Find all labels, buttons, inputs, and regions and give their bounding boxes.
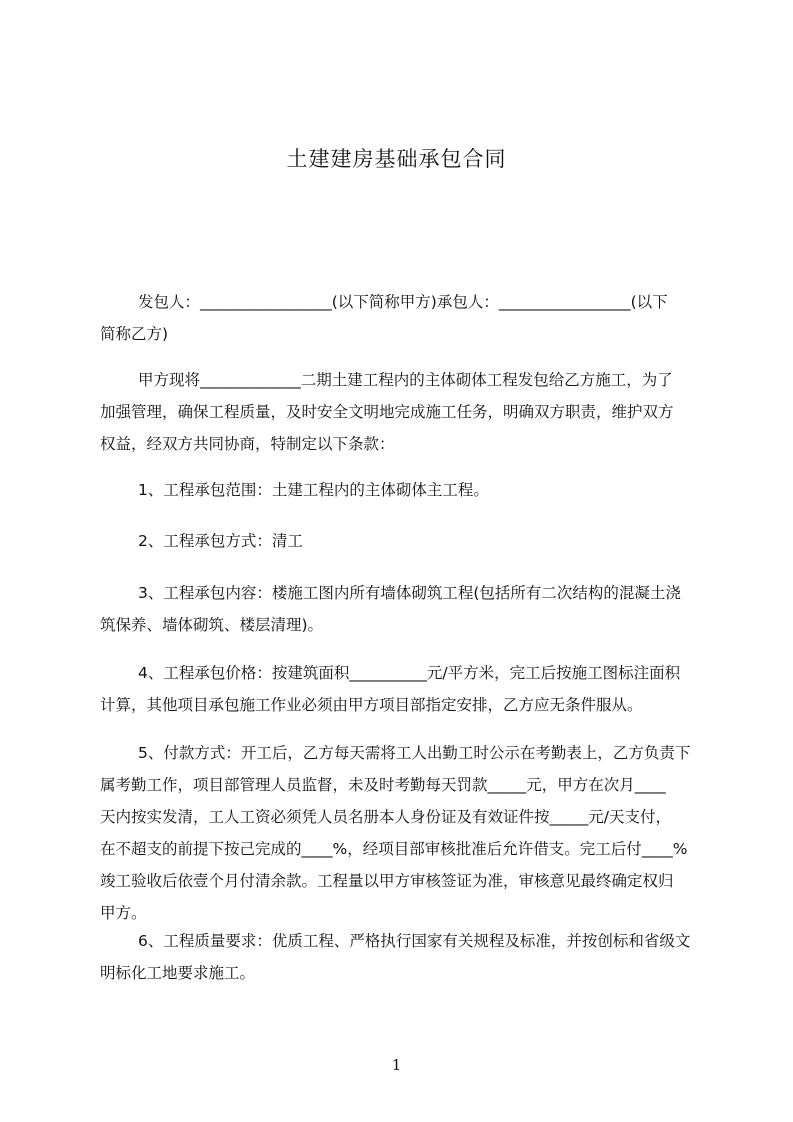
clause-6-paragraph — [100, 925, 700, 989]
paragraph-line: 明标化工地要求施工。 — [100, 964, 256, 982]
parties-paragraph — [100, 286, 700, 350]
paragraph-line: 甲方现将_____________二期土建工程内的主体砌体工程发包给乙方施工，为了 — [138, 371, 673, 389]
paragraph-line: 属考勤工作，项目部管理人员监督，未及时考勤每天罚款_____元，甲方在次月____ — [100, 776, 666, 794]
document-title: 土建建房基础承包合同 — [286, 147, 507, 171]
paragraph-line: 发包人：_________________(以下简称甲方)承包人：_________________(以下 — [138, 293, 668, 311]
clause-1-paragraph — [100, 474, 700, 506]
paragraph-line: 3、工程承包内容：楼施工图内所有墙体砌筑工程(包括所有二次结构的混凝土浇 — [138, 584, 681, 602]
paragraph-line: 甲方。 — [100, 904, 147, 922]
clause-2-paragraph — [100, 525, 700, 557]
paragraph-line: 1、工程承包范围：土建工程内的主体砌体主工程。 — [138, 481, 489, 499]
clause-3-paragraph — [100, 577, 700, 641]
paragraph-line: 2、工程承包方式：清工 — [138, 532, 303, 550]
paragraph-line: 简称乙方) — [100, 325, 169, 343]
paragraph-line: 6、工程质量要求：优质工程、严格执行国家有关规程及标准，并按创标和省级文 — [138, 932, 691, 950]
clause-5-paragraph — [100, 737, 700, 929]
paragraph-line: 竣工验收后依壹个月付清余款。工程量以甲方审核签证为准，审核意见最终确定权归 — [100, 872, 674, 890]
paragraph-line: 4、工程承包价格：按建筑面积__________元/平方米，完工后按施工图标注面积 — [138, 664, 681, 682]
clause-4-paragraph — [100, 657, 700, 721]
paragraph-line: 天内按实发清，工人工资必须凭人员名册本人身份证及有效证件按_____元/天支付， — [100, 808, 671, 826]
paragraph-line: 5、付款方式：开工后，乙方每天需将工人出勤工时公示在考勤表上，乙方负责下 — [138, 744, 691, 762]
page-number: 1 — [391, 1056, 402, 1074]
preamble-paragraph — [100, 364, 700, 460]
paragraph-line: 权益，经双方共同协商，特制定以下条款： — [100, 435, 395, 453]
paragraph-line: 加强管理，确保工程质量，及时安全文明地完成施工任务，明确双方职责，维护双方 — [100, 403, 674, 421]
paragraph-line: 筑保养、墙体砌筑、楼层清理)。 — [100, 616, 324, 634]
paragraph-line: 计算，其他项目承包施工作业必须由甲方项目部指定安排，乙方应无条件服从。 — [100, 696, 643, 714]
paragraph-line: 在不超支的前提下按己完成的____%，经项目部审核批准后允许借支。完工后付____% — [100, 840, 688, 858]
